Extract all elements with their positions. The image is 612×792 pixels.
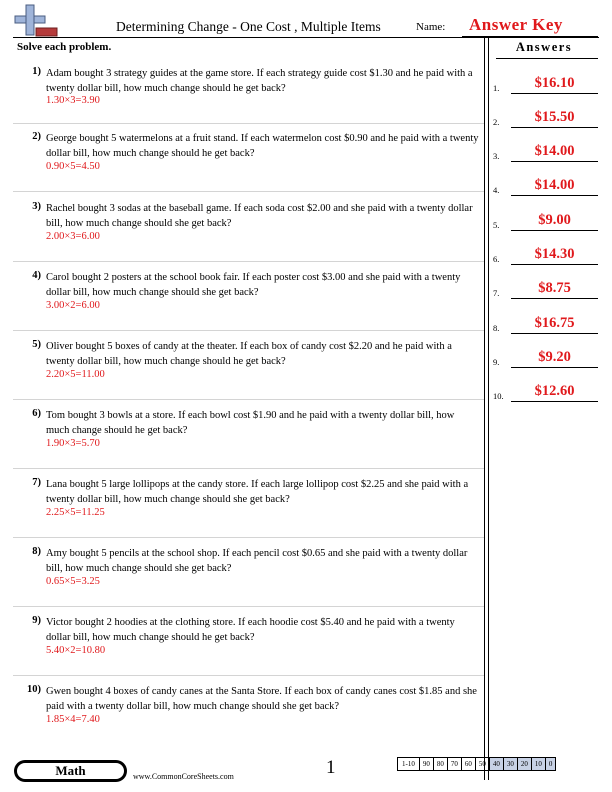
problem-separator [13, 123, 484, 124]
answer-line [511, 127, 598, 128]
answer-value: $14.00 [534, 177, 575, 193]
answer-value: $15.50 [534, 109, 575, 125]
answer-value: $14.00 [534, 143, 575, 159]
column-divider [484, 38, 485, 780]
problem-work: 1.90×3=5.70 [46, 438, 100, 449]
answer-value: $14.30 [534, 246, 575, 262]
score-table [397, 757, 556, 771]
answer-number: 10. [493, 391, 504, 401]
page-number: 1 [326, 757, 336, 778]
problem-number: 7) [32, 477, 41, 488]
problem-separator [13, 330, 484, 331]
score-cell: 40 [489, 758, 503, 770]
problem-text: Oliver bought 5 boxes of candy at the theater. If each box of candy cost $2.20 and he paid with a twenty dollar bill, how much change should he get back? [46, 341, 452, 367]
problem-work: 3.00×2=6.00 [46, 300, 100, 311]
answer-9 [493, 348, 603, 368]
problem-number: 8) [32, 546, 41, 557]
answer-number: 8. [493, 323, 500, 333]
answer-10 [493, 382, 603, 402]
problem-number: 5) [32, 339, 41, 350]
problem-number: 1) [32, 66, 41, 77]
answer-number: 2. [493, 117, 500, 127]
problem-separator [13, 537, 484, 538]
worksheet-title: Determining Change - One Cost , Multiple Items [116, 19, 381, 34]
answer-number: 9. [493, 357, 500, 367]
answer-line [511, 264, 598, 265]
answers-heading-underline [496, 58, 598, 59]
score-cell: 30 [503, 758, 517, 770]
answer-7 [493, 279, 603, 299]
plus-minus-logo-icon [14, 4, 58, 38]
problem-number: 10) [27, 684, 41, 695]
answer-number: 3. [493, 151, 500, 161]
answer-value: $12.60 [534, 383, 575, 399]
answer-1 [493, 74, 603, 94]
subject-label: Math [17, 763, 124, 779]
problem-text: George bought 5 watermelons at a fruit stand. If each watermelon cost $0.90 and he paid with a twenty dollar bill, how much change should he get back? [46, 133, 479, 159]
problem-work: 2.25×5=11.25 [46, 507, 105, 518]
answer-2 [493, 108, 603, 128]
answer-value: $16.10 [534, 75, 575, 91]
answer-number: 1. [493, 83, 500, 93]
score-cell: 0 [545, 758, 556, 770]
problem-number: 3) [32, 201, 41, 212]
score-cell: 20 [517, 758, 531, 770]
problem-number: 2) [32, 131, 41, 142]
answer-line [511, 161, 598, 162]
answer-value: $9.20 [538, 349, 571, 365]
problem-work: 0.90×5=4.50 [46, 161, 100, 172]
problem-separator [13, 261, 484, 262]
answer-number: 4. [493, 185, 500, 195]
answer-3 [493, 142, 603, 162]
answer-line [511, 298, 598, 299]
score-cell: 70 [447, 758, 461, 770]
answer-value: $16.75 [534, 315, 575, 331]
header-rule [13, 37, 599, 38]
score-cell: 50 [475, 758, 489, 770]
answer-line [511, 195, 598, 196]
problem-work: 0.65×5=3.25 [46, 576, 100, 587]
score-cell: 90 [419, 758, 433, 770]
answer-line [511, 333, 598, 334]
answer-number: 5. [493, 220, 500, 230]
problem-work: 2.20×5=11.00 [46, 369, 105, 380]
answer-line [511, 401, 598, 402]
problem-text: Amy bought 5 pencils at the school shop. If each pencil cost $0.65 and she paid with a twenty dollar bill, how much change should she get back? [46, 548, 468, 574]
answer-number: 6. [493, 254, 500, 264]
answer-value: $9.00 [538, 212, 571, 228]
answer-8 [493, 314, 603, 334]
score-cell: 80 [433, 758, 447, 770]
answer-6 [493, 245, 603, 265]
answer-line [511, 93, 598, 94]
problem-separator [13, 468, 484, 469]
problem-text: Adam bought 3 strategy guides at the game store. If each strategy guide cost $1.30 and he paid with a twenty dollar bill, how much change should he get back? [46, 68, 473, 94]
answer-value: $8.75 [538, 280, 571, 296]
problem-text: Tom bought 3 bowls at a store. If each bowl cost $1.90 and he paid with a twenty dollar bill, how much change should he get back? [46, 410, 455, 436]
problem-work: 5.40×2=10.80 [46, 645, 106, 656]
column-divider [488, 38, 489, 780]
problem-separator [13, 606, 484, 607]
problem-number: 4) [32, 270, 41, 281]
answer-number: 7. [493, 288, 500, 298]
answer-line [511, 230, 598, 231]
problem-work: 1.30×3=3.90 [46, 95, 100, 106]
score-cell: 60 [461, 758, 475, 770]
problem-text: Carol bought 2 posters at the school book fair. If each poster cost $3.00 and she paid with a twenty dollar bill, how much change should she get back? [46, 272, 461, 298]
answer-5 [493, 211, 603, 231]
answer-key-label: Answer Key [469, 15, 563, 34]
problem-separator [13, 191, 484, 192]
answer-line [511, 367, 598, 368]
score-range: 1-10 [402, 760, 415, 768]
website-url: www.CommonCoreSheets.com [133, 772, 234, 781]
problem-text: Lana bought 5 large lollipops at the candy store. If each large lollipop cost $2.25 and she paid with a twenty dollar bill, how much change should she get back? [46, 479, 469, 505]
name-label: Name: [416, 21, 446, 33]
problem-number: 9) [32, 615, 41, 626]
problem-separator [13, 675, 484, 676]
problem-work: 1.85×4=7.40 [46, 714, 100, 725]
problem-work: 2.00×3=6.00 [46, 231, 100, 242]
answers-heading: Answers [515, 40, 573, 54]
subject-badge [14, 760, 127, 782]
answer-4 [493, 176, 603, 196]
problem-text: Rachel bought 3 sodas at the baseball game. If each soda cost $2.00 and she paid with a twenty dollar bill, how much change should she get back? [46, 203, 473, 229]
problem-text: Victor bought 2 hoodies at the clothing store. If each hoodie cost $5.40 and he paid with a twenty dollar bill, how much change should he get back? [46, 617, 455, 643]
score-cell: 10 [531, 758, 545, 770]
problem-separator [13, 399, 484, 400]
instructions: Solve each problem. [17, 41, 112, 53]
problem-number: 6) [32, 408, 41, 419]
problem-text: Gwen bought 4 boxes of candy canes at the Santa Store. If each box of candy canes cost $1.85 and she paid with a twenty dollar bill, how much change should she get back? [46, 686, 477, 712]
